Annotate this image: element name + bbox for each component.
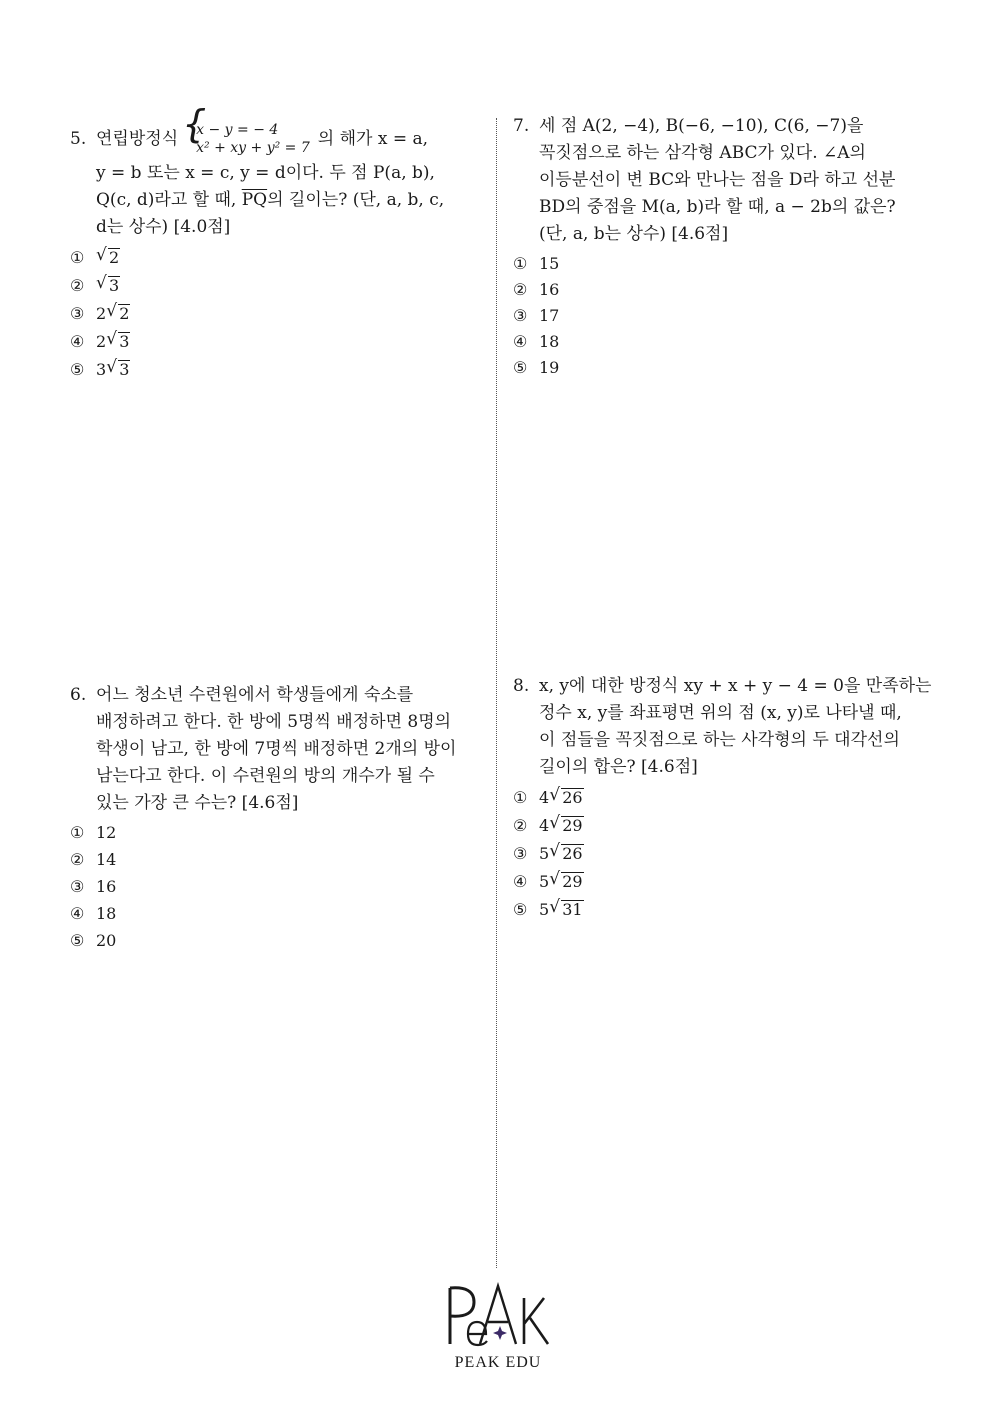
answer-option-5[interactable] xyxy=(513,354,933,380)
option-mark: ④ xyxy=(513,331,528,351)
question-6 xyxy=(70,682,480,954)
sqrt-icon xyxy=(98,244,120,271)
question-5-line-3 xyxy=(70,187,480,214)
option-text: 17 xyxy=(539,305,560,325)
answer-option-1[interactable] xyxy=(513,783,943,811)
question-text: (단, a, b는 상수) [4.6점] xyxy=(539,224,729,244)
sqrt-icon xyxy=(108,328,130,355)
option-radicand: 3 xyxy=(119,359,130,379)
option-mark: ③ xyxy=(513,305,528,325)
option-mark: ④ xyxy=(513,871,528,891)
question-8-line-1 xyxy=(513,673,943,700)
question-text: 정수 x, y를 좌표평면 위의 점 (x, y)로 나타낼 때, xyxy=(539,703,902,723)
option-radicand: 29 xyxy=(562,871,583,891)
question-text: 길이의 합은? [4.6점] xyxy=(539,757,698,777)
option-text: 18 xyxy=(539,331,560,351)
answer-option-1[interactable] xyxy=(513,250,933,276)
option-radicand: 3 xyxy=(109,275,120,295)
option-coef: 5 xyxy=(539,843,550,863)
question-text: 어느 청소년 수련원에서 학생들에게 숙소를 xyxy=(96,685,414,705)
option-coef: 5 xyxy=(539,899,550,919)
option-text: 12 xyxy=(96,823,117,842)
option-coef: 4 xyxy=(539,815,550,835)
equation-system xyxy=(184,121,310,157)
answer-option-4[interactable] xyxy=(70,900,480,927)
option-radicand: 29 xyxy=(562,815,583,835)
option-mark: ② xyxy=(513,279,528,299)
option-mark: ⑤ xyxy=(70,359,85,379)
option-radicand: 26 xyxy=(562,787,583,807)
answer-option-2[interactable] xyxy=(70,846,480,873)
answer-option-3[interactable] xyxy=(513,839,943,867)
question-text: x, y에 대한 방정식 xy + x + y − 4 = 0을 만족하는 xyxy=(539,676,932,696)
option-radicand: 2 xyxy=(109,247,120,267)
answer-option-3[interactable] xyxy=(70,873,480,900)
answer-option-2[interactable] xyxy=(513,276,933,302)
option-coef: 2 xyxy=(96,331,107,351)
option-mark: ② xyxy=(70,275,85,295)
sqrt-icon xyxy=(551,784,583,811)
option-mark: ③ xyxy=(70,303,85,323)
answer-options xyxy=(513,250,933,380)
answer-option-4[interactable] xyxy=(513,867,943,895)
option-coef: 4 xyxy=(539,787,550,807)
question-number: 7. xyxy=(513,116,530,136)
question-text: 의 해가 x = a, xyxy=(317,128,429,149)
sqrt-icon xyxy=(108,300,130,327)
sqrt-icon xyxy=(551,840,583,867)
option-mark: ① xyxy=(513,253,528,273)
option-mark: ④ xyxy=(70,904,85,923)
option-radicand: 26 xyxy=(562,843,583,863)
option-mark: ① xyxy=(70,823,85,842)
option-mark: ⑤ xyxy=(70,931,85,950)
question-6-line-1 xyxy=(70,682,480,709)
answer-options xyxy=(70,819,480,954)
peak-logo-mark-icon xyxy=(440,1282,556,1354)
option-text: 18 xyxy=(96,904,117,923)
question-text: 의 길이는? (단, a, b, c, xyxy=(267,190,445,210)
answer-option-2[interactable] xyxy=(513,811,943,839)
sqrt-icon xyxy=(98,272,120,299)
logo-caption: PEAK EDU xyxy=(454,1354,542,1371)
option-radicand: 2 xyxy=(119,303,130,323)
answer-option-2[interactable] xyxy=(70,271,480,299)
question-8 xyxy=(513,673,943,923)
question-text: 배정하려고 한다. 한 방에 5명씩 배정하면 8명의 xyxy=(96,712,452,732)
option-mark: ⑤ xyxy=(513,357,528,377)
column-divider xyxy=(496,118,497,1268)
question-text: 있는 가장 큰 수는? [4.6점] xyxy=(96,793,299,813)
option-mark: ② xyxy=(513,815,528,835)
sqrt-icon xyxy=(551,868,583,895)
option-text: 19 xyxy=(539,357,560,377)
answer-options xyxy=(513,783,943,923)
option-mark: ④ xyxy=(70,331,85,351)
option-radicand: 3 xyxy=(119,331,130,351)
option-text: 16 xyxy=(96,877,117,896)
answer-option-4[interactable] xyxy=(70,327,480,355)
question-number: 8. xyxy=(513,676,530,696)
sqrt-icon xyxy=(551,812,583,839)
question-number: 6. xyxy=(70,685,87,705)
question-text: d는 상수) [4.0점] xyxy=(96,217,231,237)
option-text: 20 xyxy=(96,931,117,950)
option-radicand: 31 xyxy=(562,899,583,919)
option-text: 14 xyxy=(96,850,117,869)
question-text: 꼭짓점으로 하는 삼각형 ABC가 있다. ∠A의 xyxy=(539,143,866,163)
option-mark: ⑤ xyxy=(513,899,528,919)
answer-option-3[interactable] xyxy=(513,302,933,328)
sqrt-icon xyxy=(108,356,130,383)
question-text: Q(c, d)라고 할 때, xyxy=(96,190,242,210)
option-mark: ① xyxy=(70,247,85,267)
question-5-line-1 xyxy=(70,118,480,160)
option-mark: ③ xyxy=(513,843,528,863)
option-mark: ② xyxy=(70,850,85,869)
question-7 xyxy=(513,113,933,380)
answer-options xyxy=(70,243,480,383)
answer-option-4[interactable] xyxy=(513,328,933,354)
equation-1: { x − y = − 4 xyxy=(196,122,279,138)
question-7-line-1 xyxy=(513,113,933,140)
answer-option-3[interactable] xyxy=(70,299,480,327)
option-mark: ③ xyxy=(70,877,85,896)
equation-2: x² + xy + y² = 7 xyxy=(196,140,310,156)
question-5 xyxy=(70,118,480,383)
answer-option-5[interactable] xyxy=(70,927,480,954)
segment-pq: $\overline{PQ}$ xyxy=(241,190,268,210)
question-text: 학생이 남고, 한 방에 7명씩 배정하면 2개의 방이 xyxy=(96,739,457,759)
question-text: 세 점 A(2, −4), B(−6, −10), C(6, −7)을 xyxy=(539,116,864,136)
option-coef: 5 xyxy=(539,871,550,891)
answer-option-1[interactable] xyxy=(70,819,480,846)
option-coef: 2 xyxy=(96,303,107,323)
question-text: y = b 또는 x = c, y = d이다. 두 점 P(a, b), xyxy=(96,163,435,183)
question-number: 5. xyxy=(70,128,87,149)
option-coef: 3 xyxy=(96,359,107,379)
answer-option-1[interactable] xyxy=(70,243,480,271)
option-text: 15 xyxy=(539,253,560,273)
question-text: 연립방정식 xyxy=(96,128,179,149)
peak-logo xyxy=(440,1282,556,1382)
sqrt-icon xyxy=(551,896,583,923)
option-text: 16 xyxy=(539,279,560,299)
answer-option-5[interactable] xyxy=(513,895,943,923)
answer-option-5[interactable] xyxy=(70,355,480,383)
question-text: 이등분선이 변 BC와 만나는 점을 D라 하고 선분 xyxy=(539,170,896,190)
question-text: 이 점들을 꼭짓점으로 하는 사각형의 두 대각선의 xyxy=(539,730,900,750)
question-text: BD의 중점을 M(a, b)라 할 때, a − 2b의 값은? xyxy=(539,197,896,217)
question-text: 남는다고 한다. 이 수련원의 방의 개수가 될 수 xyxy=(96,766,435,786)
option-mark: ① xyxy=(513,787,528,807)
